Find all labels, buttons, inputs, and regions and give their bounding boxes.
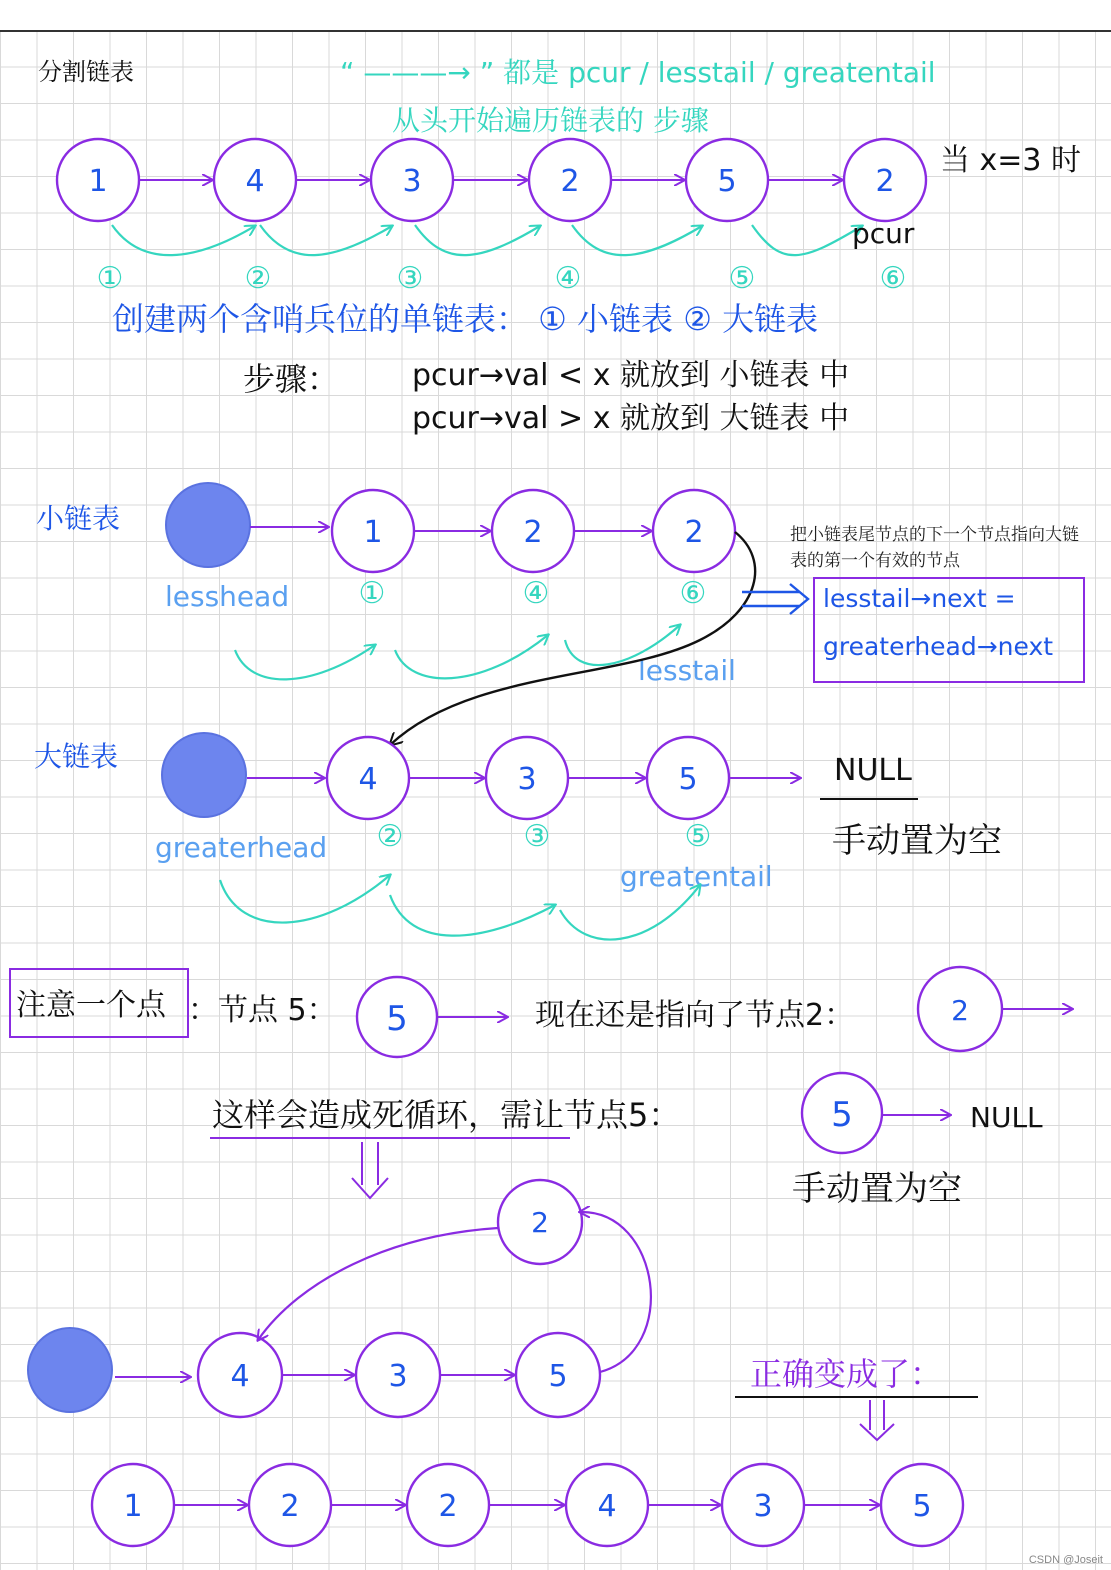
small-traverse-arrow-2 (395, 635, 548, 678)
tail-link-note: 把小链表尾节点的下一个节点指向大链表的第一个有效的节点 (790, 525, 1079, 571)
main-traverse-arrow-1 (112, 225, 255, 255)
loop-back-arrow-2 (258, 1228, 498, 1340)
small-node-3-value: 2 (684, 515, 704, 550)
small-traverse-arrow-1 (235, 645, 375, 679)
big-node-2-value: 3 (517, 762, 537, 797)
greaterhead-label: greaterhead (155, 831, 328, 864)
final-node-2-value: 2 (280, 1489, 300, 1524)
main-node-3-value: 3 (402, 164, 422, 199)
main-node-2-value: 4 (245, 164, 265, 199)
lesstail-label: lesstail (638, 654, 736, 687)
correct-label: 正确变成了： (750, 1355, 943, 1393)
attention-node-2-value: 2 (951, 994, 969, 1027)
big-traverse-arrow-2 (390, 895, 555, 936)
final-node-6-value: 5 (912, 1489, 932, 1524)
rule-greater: pcur→val > x 就放到 大链表 中 (412, 401, 850, 436)
code-line-1: lesstail→next = (823, 584, 1016, 613)
main-node-6-value: 2 (875, 164, 895, 199)
attention-text-1: ：节点 5： (188, 993, 337, 1028)
loop-line: 这样会造成死循环，需让节点5： (212, 1096, 681, 1134)
lesshead-label: lesshead (165, 580, 290, 613)
main-traverse-arrow-4 (572, 225, 702, 255)
attention-label: 注意一个点 (16, 988, 166, 1023)
loop-sentinel-node (28, 1328, 112, 1412)
small-node-2-value: 2 (523, 515, 543, 550)
main-node-5-value: 5 (717, 164, 737, 199)
main-node-4-value: 2 (560, 164, 580, 199)
small-step-2: ④ (522, 576, 550, 611)
big-step-2: ③ (523, 819, 551, 854)
loop-top-value: 2 (531, 1206, 549, 1239)
big-linked-list (247, 737, 729, 819)
watermark: CSDN @Joseit (1028, 1554, 1103, 1566)
main-step-5: ⑤ (728, 261, 756, 296)
attention-text-2: 现在还是指向了节点2： (535, 998, 855, 1033)
main-step-3: ③ (396, 261, 424, 296)
final-node-4-value: 4 (597, 1489, 617, 1524)
main-traverse-arrow-3 (415, 225, 540, 255)
final-linked-list (92, 1464, 963, 1546)
main-step-1: ① (96, 261, 124, 296)
big-null-label: NULL (834, 753, 912, 788)
main-step-numbers (97, 261, 907, 296)
header-note-2: 从头开始遍历链表的 步骤 (392, 104, 709, 137)
big-node-3-value: 5 (678, 762, 698, 797)
final-node-1-value: 1 (123, 1489, 143, 1524)
big-step-1: ② (376, 819, 404, 854)
header-note: “ ———→ ” 都是 pcur / lesstail / greatentail (340, 56, 936, 89)
main-node-1-value: 1 (88, 164, 108, 199)
loop-null-label: NULL (970, 1101, 1043, 1134)
main-traverse-arrow-5 (752, 225, 862, 255)
loop-linked-list (198, 1333, 600, 1417)
loop-node-1-value: 4 (230, 1359, 250, 1394)
small-node-1-value: 1 (363, 515, 383, 550)
steps-label: 步骤： (243, 360, 340, 398)
manual-null-label: 手动置为空 (832, 821, 1002, 861)
down-arrow-1 (352, 1142, 388, 1198)
small-linked-list (250, 490, 735, 572)
big-step-numbers (377, 819, 712, 854)
big-list-label: 大链表 (34, 740, 119, 773)
small-step-numbers (359, 576, 707, 611)
main-linked-list (57, 139, 926, 255)
final-node-3-value: 2 (438, 1489, 458, 1524)
down-arrow-2 (860, 1400, 894, 1440)
big-node-1-value: 4 (358, 762, 378, 797)
create-line: 创建两个含哨兵位的单链表： ① 小链表 ② 大链表 (112, 300, 819, 338)
big-traverse-arrow-3 (560, 885, 700, 940)
main-step-6: ⑥ (879, 261, 907, 296)
condition-note: 当 x=3 时 (940, 143, 1082, 178)
pcur-label: pcur (852, 217, 915, 250)
final-node-5-value: 3 (753, 1489, 773, 1524)
loop-manual-label: 手动置为空 (792, 1169, 962, 1209)
big-traverse-arrow-1 (220, 875, 390, 923)
attention-node-5-value: 5 (386, 999, 408, 1039)
greatentail-label: greatentail (620, 860, 773, 893)
main-traverse-arrow-2 (260, 225, 392, 255)
loop-node-5-value: 5 (831, 1095, 853, 1135)
small-sentinel-node (166, 483, 250, 567)
main-step-4: ④ (554, 261, 582, 296)
page-title: 分割链表 (38, 58, 134, 86)
loop-node-3-value: 5 (548, 1359, 568, 1394)
rule-less: pcur→val < x 就放到 小链表 中 (412, 358, 850, 393)
big-sentinel-node (162, 733, 246, 817)
small-step-1: ① (358, 576, 386, 611)
small-list-label: 小链表 (36, 502, 121, 535)
code-line-2: greaterhead→next (823, 632, 1054, 661)
small-step-3: ⑥ (679, 576, 707, 611)
big-step-3: ⑤ (684, 819, 712, 854)
main-step-2: ② (244, 261, 272, 296)
loop-node-2-value: 3 (388, 1359, 408, 1394)
